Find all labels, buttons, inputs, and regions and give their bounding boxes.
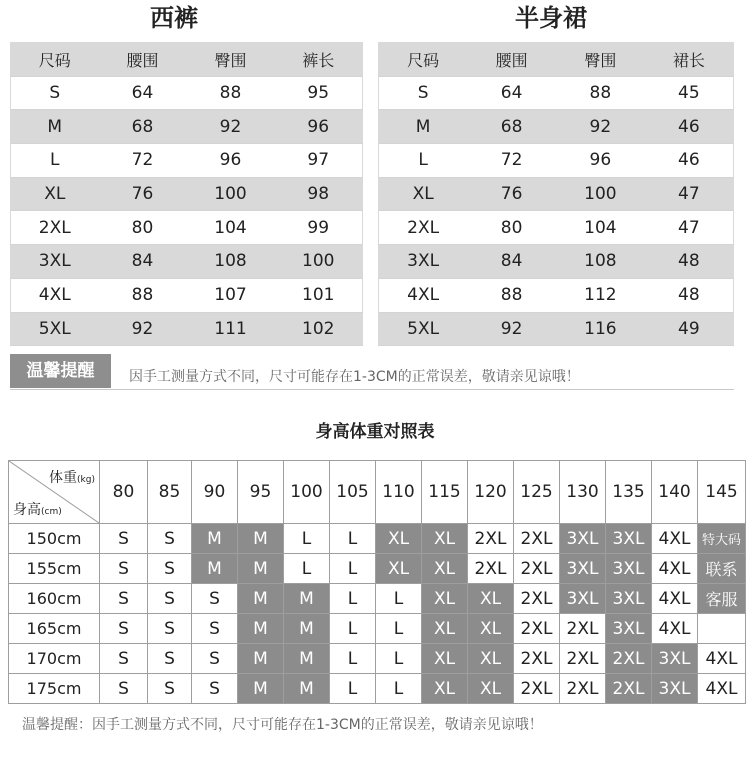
- size-cell: XL: [376, 524, 422, 554]
- table-cell: 92: [467, 312, 556, 346]
- weight-header: 85: [148, 461, 192, 524]
- header-row: [11, 43, 363, 77]
- table-cell: 64: [99, 76, 187, 110]
- table-row: [9, 554, 746, 584]
- weight-header: 125: [514, 461, 560, 524]
- table-cell: 2XL: [11, 211, 99, 245]
- size-cell: XL: [468, 644, 514, 674]
- weight-axis-label: 体重(kg): [49, 470, 95, 486]
- size-cell: 2XL: [560, 644, 606, 674]
- size-cell: 2XL: [514, 674, 560, 704]
- column-header: 腰围: [467, 43, 556, 77]
- notice-text: 因手工测量方式不同，尺寸可能存在1-3CM的正常误差，敬请亲见谅哦！: [129, 369, 580, 385]
- size-cell: S: [100, 524, 148, 554]
- table-cell: 72: [467, 144, 556, 178]
- size-cell: L: [376, 674, 422, 704]
- table-cell: 3XL: [11, 245, 99, 279]
- table-cell: 111: [187, 312, 275, 346]
- table-cell: 108: [556, 245, 645, 279]
- size-cell: S: [148, 554, 192, 584]
- table-cell: 88: [187, 76, 275, 110]
- height-label: 165cm: [9, 614, 100, 644]
- height-label: 155cm: [9, 554, 100, 584]
- table-cell: 72: [99, 144, 187, 178]
- weight-header: 120: [468, 461, 514, 524]
- table-cell: 107: [187, 278, 275, 312]
- notice-divider: [10, 389, 734, 390]
- size-cell: M: [238, 614, 284, 644]
- size-cell: M: [238, 674, 284, 704]
- weight-header: 95: [238, 461, 284, 524]
- size-cell: 3XL: [560, 524, 606, 554]
- table-cell: M: [11, 110, 99, 144]
- weight-header: 80: [100, 461, 148, 524]
- size-cell: S: [100, 674, 148, 704]
- table-cell: 48: [645, 245, 734, 279]
- size-cell: L: [330, 614, 376, 644]
- size-cell: XL: [422, 584, 468, 614]
- size-cell: 特大码: [698, 524, 746, 554]
- size-cell: 4XL: [652, 524, 698, 554]
- table-cell: 80: [467, 211, 556, 245]
- size-cell: 2XL: [560, 614, 606, 644]
- table-row: [11, 211, 363, 245]
- column-header: 臀围: [187, 43, 275, 77]
- table-cell: 96: [187, 144, 275, 178]
- size-cell: M: [284, 674, 330, 704]
- size-cell: 4XL: [698, 644, 746, 674]
- size-cell: L: [330, 524, 376, 554]
- table-cell: 116: [556, 312, 645, 346]
- table-cell: 92: [187, 110, 275, 144]
- size-cell: S: [148, 674, 192, 704]
- table-cell: 47: [645, 177, 734, 211]
- table-cell: 49: [645, 312, 734, 346]
- table-cell: 99: [275, 211, 363, 245]
- table-cell: S: [379, 76, 468, 110]
- size-cell: S: [192, 584, 238, 614]
- size-cell: S: [100, 614, 148, 644]
- size-cell: 4XL: [698, 674, 746, 704]
- size-cell: M: [192, 554, 238, 584]
- table-cell: 80: [99, 211, 187, 245]
- table-cell: 4XL: [379, 278, 468, 312]
- size-cell: S: [148, 614, 192, 644]
- weight-header: 135: [606, 461, 652, 524]
- table-cell: 68: [99, 110, 187, 144]
- column-header: 腰围: [99, 43, 187, 77]
- weight-header: 140: [652, 461, 698, 524]
- corner-header: [9, 461, 100, 524]
- table-row: [11, 177, 363, 211]
- height-weight-title: 身高体重对照表: [315, 422, 435, 442]
- table-cell: 104: [556, 211, 645, 245]
- size-cell: S: [100, 644, 148, 674]
- table-row: [11, 144, 363, 178]
- column-header: 裙长: [645, 43, 734, 77]
- weight-header: 90: [192, 461, 238, 524]
- skirt-title: 半身裙: [515, 4, 587, 32]
- table-row: [11, 76, 363, 110]
- size-cell: L: [330, 644, 376, 674]
- table-cell: 108: [187, 245, 275, 279]
- table-cell: 104: [187, 211, 275, 245]
- size-cell: 2XL: [514, 644, 560, 674]
- table-cell: M: [379, 110, 468, 144]
- weight-header: 105: [330, 461, 376, 524]
- size-cell: XL: [468, 584, 514, 614]
- size-cell: M: [238, 644, 284, 674]
- table-row: [379, 245, 734, 279]
- size-cell: XL: [422, 614, 468, 644]
- size-cell: 2XL: [514, 584, 560, 614]
- height-axis-label: 身高(cm): [13, 502, 62, 518]
- table-cell: 92: [99, 312, 187, 346]
- height-label: 150cm: [9, 524, 100, 554]
- table-cell: 88: [467, 278, 556, 312]
- size-cell: 3XL: [652, 674, 698, 704]
- size-cell: 2XL: [468, 554, 514, 584]
- column-header: 臀围: [556, 43, 645, 77]
- size-cell: 4XL: [652, 554, 698, 584]
- table-cell: 46: [645, 110, 734, 144]
- table-cell: 88: [99, 278, 187, 312]
- height-weight-table: [8, 460, 746, 704]
- table-cell: 4XL: [11, 278, 99, 312]
- size-cell: 2XL: [606, 674, 652, 704]
- table-cell: 84: [99, 245, 187, 279]
- weight-header-row: [9, 461, 746, 524]
- size-cell: L: [330, 584, 376, 614]
- size-cell: 3XL: [606, 614, 652, 644]
- table-cell: 102: [275, 312, 363, 346]
- size-cell: 3XL: [560, 554, 606, 584]
- size-cell: 2XL: [606, 644, 652, 674]
- column-header: 尺码: [379, 43, 468, 77]
- table-cell: 101: [275, 278, 363, 312]
- height-label: 160cm: [9, 584, 100, 614]
- size-cell: S: [148, 524, 192, 554]
- table-row: [9, 524, 746, 554]
- size-cell: L: [330, 674, 376, 704]
- size-cell: XL: [422, 524, 468, 554]
- skirt-size-table: [378, 42, 734, 346]
- table-cell: 45: [645, 76, 734, 110]
- size-cell: M: [284, 644, 330, 674]
- table-cell: 76: [467, 177, 556, 211]
- weight-header: 110: [376, 461, 422, 524]
- size-cell: 3XL: [652, 644, 698, 674]
- weight-header: 145: [698, 461, 746, 524]
- column-header: 尺码: [11, 43, 99, 77]
- size-cell: XL: [422, 554, 468, 584]
- size-cell: S: [192, 644, 238, 674]
- size-cell: XL: [468, 614, 514, 644]
- size-cell: S: [192, 674, 238, 704]
- size-cell: L: [376, 584, 422, 614]
- size-cell: 2XL: [514, 524, 560, 554]
- size-cell: L: [376, 614, 422, 644]
- table-row: [9, 584, 746, 614]
- height-label: 175cm: [9, 674, 100, 704]
- weight-header: 115: [422, 461, 468, 524]
- table-cell: 100: [187, 177, 275, 211]
- table-cell: 97: [275, 144, 363, 178]
- size-cell: M: [238, 584, 284, 614]
- size-cell: L: [284, 524, 330, 554]
- size-cell: XL: [376, 554, 422, 584]
- size-cell: M: [284, 584, 330, 614]
- header-row: [379, 43, 734, 77]
- size-cell: 2XL: [514, 614, 560, 644]
- table-row: [9, 674, 746, 704]
- table-cell: 64: [467, 76, 556, 110]
- size-cell: 4XL: [652, 614, 698, 644]
- size-cell: 3XL: [606, 584, 652, 614]
- size-cell: S: [148, 644, 192, 674]
- size-cell: 2XL: [560, 674, 606, 704]
- table-row: [11, 245, 363, 279]
- table-cell: 96: [275, 110, 363, 144]
- size-cell: L: [330, 554, 376, 584]
- size-cell: S: [100, 554, 148, 584]
- table-cell: 84: [467, 245, 556, 279]
- size-cell: S: [100, 584, 148, 614]
- size-cell: L: [376, 644, 422, 674]
- weight-header: 130: [560, 461, 606, 524]
- table-cell: 100: [556, 177, 645, 211]
- table-cell: L: [11, 144, 99, 178]
- size-cell: 3XL: [606, 524, 652, 554]
- column-header: 裤长: [275, 43, 363, 77]
- table-cell: XL: [11, 177, 99, 211]
- size-cell: XL: [468, 674, 514, 704]
- size-cell: S: [148, 584, 192, 614]
- size-cell: M: [284, 614, 330, 644]
- table-cell: 88: [556, 76, 645, 110]
- table-cell: 3XL: [379, 245, 468, 279]
- size-cell: 2XL: [468, 524, 514, 554]
- height-label: 170cm: [9, 644, 100, 674]
- size-cell: S: [192, 614, 238, 644]
- table-cell: 48: [645, 278, 734, 312]
- size-cell: M: [192, 524, 238, 554]
- size-cell: 联系: [698, 554, 746, 584]
- pants-title: 西裤: [150, 4, 198, 32]
- table-row: [379, 76, 734, 110]
- table-row: [9, 644, 746, 674]
- size-cell: L: [284, 554, 330, 584]
- table-cell: 112: [556, 278, 645, 312]
- size-cell: 客服: [698, 584, 746, 614]
- table-cell: 5XL: [11, 312, 99, 346]
- size-cell: XL: [422, 644, 468, 674]
- table-cell: L: [379, 144, 468, 178]
- size-cell: 2XL: [514, 554, 560, 584]
- table-cell: 100: [275, 245, 363, 279]
- table-cell: 98: [275, 177, 363, 211]
- size-cell: M: [238, 524, 284, 554]
- notice-badge: 温馨提醒: [10, 354, 111, 388]
- size-cell: 3XL: [606, 554, 652, 584]
- size-cell: XL: [422, 674, 468, 704]
- table-row: [379, 110, 734, 144]
- table-cell: XL: [379, 177, 468, 211]
- weight-header: 100: [284, 461, 330, 524]
- table-row: [379, 278, 734, 312]
- table-row: [11, 110, 363, 144]
- table-row: [379, 312, 734, 346]
- table-cell: 46: [645, 144, 734, 178]
- table-row: [11, 312, 363, 346]
- table-row: [379, 177, 734, 211]
- size-cell: 4XL: [652, 584, 698, 614]
- table-row: [11, 278, 363, 312]
- table-row: [379, 144, 734, 178]
- size-cell: 3XL: [560, 584, 606, 614]
- table-cell: 47: [645, 211, 734, 245]
- table-cell: 68: [467, 110, 556, 144]
- pants-size-table: [10, 42, 363, 346]
- table-cell: 95: [275, 76, 363, 110]
- table-cell: 96: [556, 144, 645, 178]
- table-cell: 2XL: [379, 211, 468, 245]
- footnote: 温馨提醒：因手工测量方式不同，尺寸可能存在1-3CM的正常误差，敬请亲见谅哦！: [22, 717, 543, 733]
- size-cell: [698, 614, 746, 644]
- table-cell: 76: [99, 177, 187, 211]
- table-cell: 92: [556, 110, 645, 144]
- size-cell: M: [238, 554, 284, 584]
- table-cell: S: [11, 76, 99, 110]
- table-row: [9, 614, 746, 644]
- table-row: [379, 211, 734, 245]
- table-cell: 5XL: [379, 312, 468, 346]
